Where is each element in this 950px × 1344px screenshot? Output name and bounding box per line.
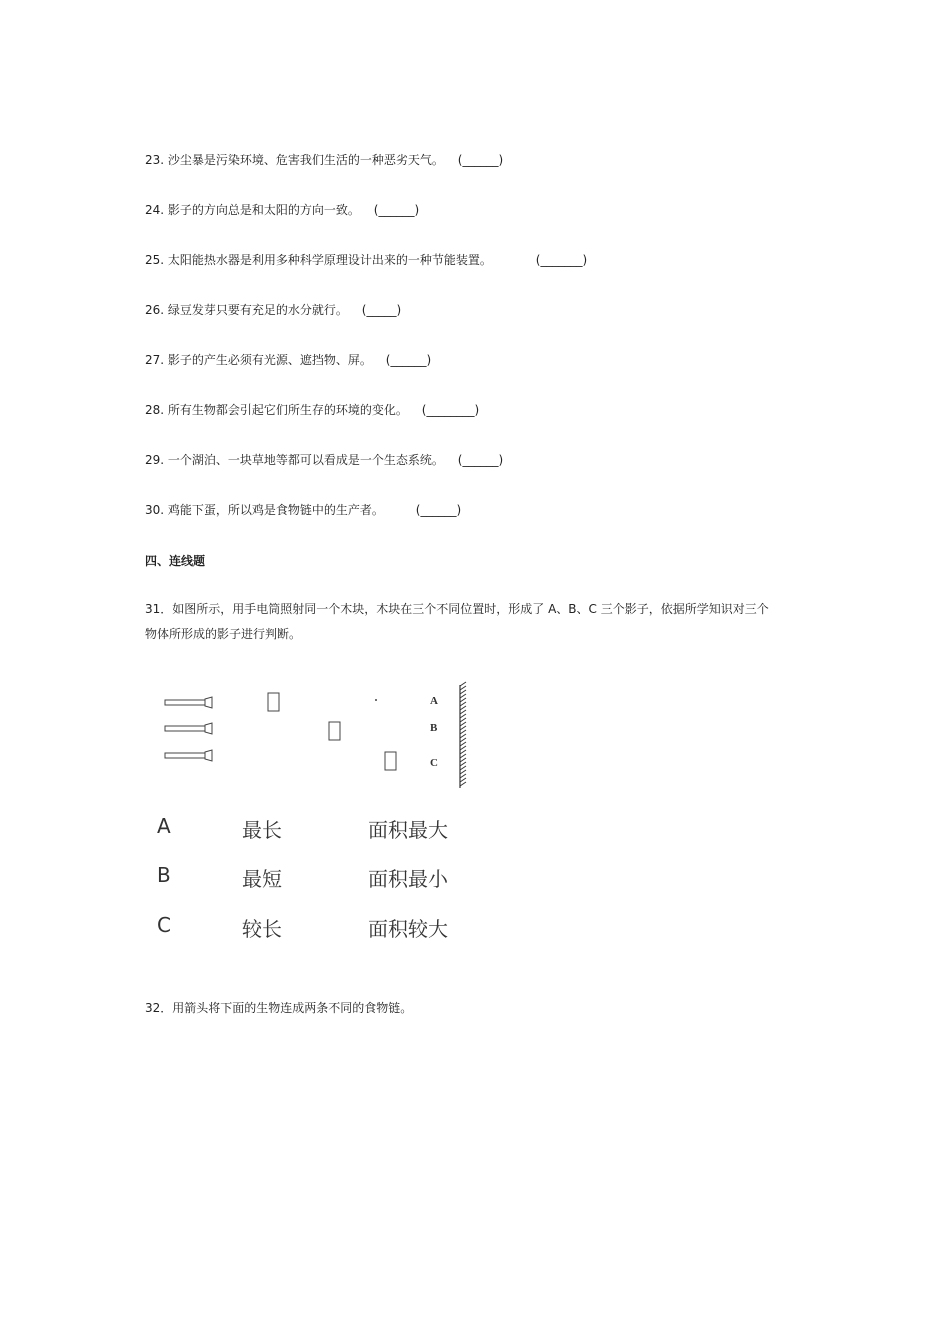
answer-blank[interactable]: (_____) xyxy=(361,303,402,317)
question-text: 一个湖泊、一块草地等都可以看成是一个生态系统。 xyxy=(167,453,444,467)
question-32: 32．用箭头将下面的生物连成两条不同的食物链。 xyxy=(145,1001,413,1015)
question-number: 24. xyxy=(145,203,165,217)
match-area-a[interactable]: 面积最大 xyxy=(368,818,448,842)
answer-blank[interactable]: (______) xyxy=(457,153,504,167)
question-number: 23. xyxy=(145,153,165,167)
match-length-a[interactable]: 最长 xyxy=(242,818,282,842)
question-30 xyxy=(145,502,461,518)
hatch-line xyxy=(460,734,466,738)
shadow-diagram xyxy=(150,680,480,800)
hatch-line xyxy=(460,754,466,758)
match-letter-c[interactable]: C xyxy=(157,913,171,937)
dot-mark xyxy=(375,699,377,701)
answer-blank[interactable]: (______) xyxy=(385,353,432,367)
section-heading: 四、连线题 xyxy=(145,554,206,568)
question-text: 沙尘暴是污染环境、危害我们生活的一种恶劣天气。 xyxy=(167,153,444,167)
hatch-line xyxy=(460,778,466,782)
hatch-line xyxy=(460,746,466,750)
hatch-line xyxy=(460,694,466,698)
flashlight-icon xyxy=(165,723,212,734)
wall-hatching xyxy=(460,682,466,786)
hatch-line xyxy=(460,770,466,774)
hatch-line xyxy=(460,738,466,742)
flashlight-icon xyxy=(165,697,212,708)
hatch-line xyxy=(460,774,466,778)
hatch-line xyxy=(460,690,466,694)
question-text: 影子的方向总是和太阳的方向一致。 xyxy=(167,203,360,217)
figure-label-b: B xyxy=(430,722,438,734)
figure-label-a: A xyxy=(430,695,438,707)
hatch-line xyxy=(460,698,466,702)
question-number: 28. xyxy=(145,403,165,417)
hatch-line xyxy=(460,782,466,786)
hatch-line xyxy=(460,706,466,710)
question-31 xyxy=(145,597,815,647)
answer-blank[interactable]: (______) xyxy=(373,203,420,217)
match-length-c[interactable]: 较长 xyxy=(242,917,282,941)
hatch-line xyxy=(460,718,466,722)
answer-blank[interactable]: (______) xyxy=(415,503,462,517)
question-number: 27. xyxy=(145,353,165,367)
hatch-line xyxy=(460,710,466,714)
wood-block xyxy=(329,722,340,740)
hatch-line xyxy=(460,730,466,734)
match-letter-b[interactable]: B xyxy=(157,863,171,887)
answer-blank[interactable]: (________) xyxy=(421,403,480,417)
hatch-line xyxy=(460,762,466,766)
question-27 xyxy=(145,352,431,368)
question-text: 影子的产生必须有光源、遮挡物、屏。 xyxy=(167,353,372,367)
hatch-line xyxy=(460,742,466,746)
question-number: 26. xyxy=(145,303,165,317)
hatch-line xyxy=(460,726,466,730)
question-31-line1: 31．如图所示，用手电筒照射同一个木块，木块在三个不同位置时，形成了 A、B、C 三个影子，依据所学知识对三个 xyxy=(145,602,769,616)
answer-blank[interactable]: (_______) xyxy=(535,253,588,267)
hatch-line xyxy=(460,758,466,762)
match-area-b[interactable]: 面积最小 xyxy=(368,867,448,891)
hatch-line xyxy=(460,686,466,690)
figure-label-c: C xyxy=(430,757,438,769)
question-29 xyxy=(145,452,503,468)
match-area-c[interactable]: 面积较大 xyxy=(368,917,448,941)
question-text: 太阳能热水器是利用多种科学原理设计出来的一种节能装置。 xyxy=(167,253,492,267)
match-letter-a[interactable]: A xyxy=(157,814,171,838)
question-number: 29. xyxy=(145,453,165,467)
hatch-line xyxy=(460,682,466,686)
hatch-line xyxy=(460,722,466,726)
question-text: 所有生物都会引起它们所生存的环境的变化。 xyxy=(167,403,408,417)
question-24 xyxy=(145,202,419,218)
hatch-line xyxy=(460,766,466,770)
hatch-line xyxy=(460,714,466,718)
question-23 xyxy=(145,152,503,168)
question-25 xyxy=(145,252,587,268)
question-number: 30. xyxy=(145,503,165,517)
flashlight-icon xyxy=(165,750,212,761)
match-length-b[interactable]: 最短 xyxy=(242,867,282,891)
question-text: 鸡能下蛋，所以鸡是食物链中的生产者。 xyxy=(167,503,384,517)
question-text: 绿豆发芽只要有充足的水分就行。 xyxy=(167,303,348,317)
question-26 xyxy=(145,302,401,318)
question-31-line2: 物体所形成的影子进行判断。 xyxy=(145,627,302,641)
hatch-line xyxy=(460,702,466,706)
answer-blank[interactable]: (______) xyxy=(457,453,504,467)
hatch-line xyxy=(460,750,466,754)
question-28 xyxy=(145,402,479,418)
wood-block xyxy=(268,693,279,711)
wood-block xyxy=(385,752,396,770)
question-number: 25. xyxy=(145,253,165,267)
